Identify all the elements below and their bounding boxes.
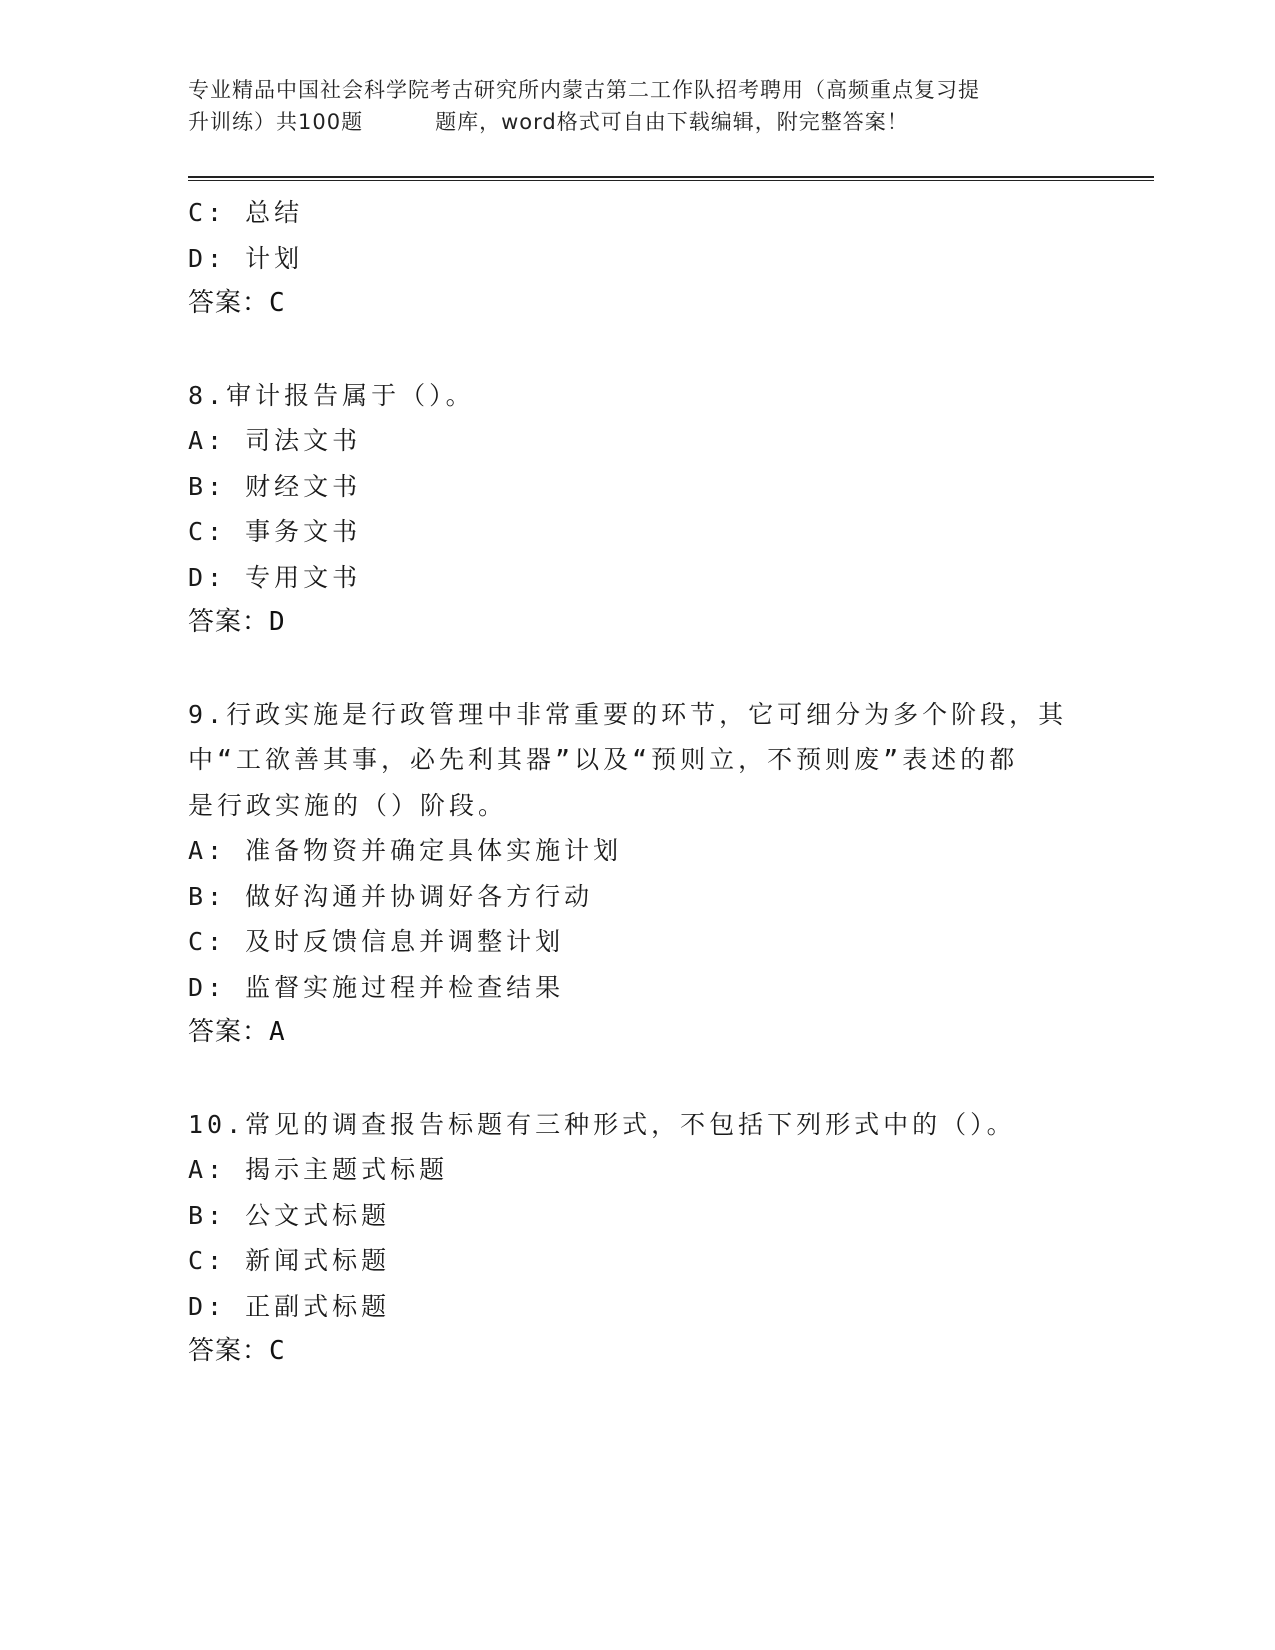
option-b: B: 做好沟通并协调好各方行动 [188, 881, 594, 911]
page-header [188, 74, 1088, 138]
option-c: C: 及时反馈信息并调整计划 [188, 927, 565, 956]
option-b: B: 公文式标题 [188, 1200, 391, 1230]
question-8 [188, 373, 1088, 646]
question-9 [188, 692, 1088, 1056]
answer-label: 答案： [188, 1017, 270, 1047]
answer-line [188, 281, 1088, 327]
answer-line [188, 1329, 1088, 1375]
header-line-1: 专业精品中国社会科学院考古研究所内蒙古第二工作队招考聘用（高频重点复习提 [188, 78, 980, 102]
header-line-2-part-b: 题库，word格式可自由下载编辑，附完整答案！ [435, 110, 909, 134]
answer-value: C [269, 1336, 286, 1366]
question-stem-line-2: 中“工欲善其事，必先利其器”以及“预则立，不预则废”表述的都 [188, 745, 1019, 774]
option-d: D: 监督实施过程并检查结果 [188, 972, 565, 1002]
answer-line [188, 600, 1088, 646]
answer-line [188, 1010, 1088, 1056]
option-a: A: 准备物资并确定具体实施计划 [188, 836, 623, 865]
answer-value: C [269, 288, 286, 318]
option-b: B: 财经文书 [188, 471, 362, 501]
option-d: D: 正副式标题 [188, 1291, 391, 1321]
option-c: C: 事务文书 [188, 517, 362, 546]
answer-label: 答案： [188, 607, 270, 637]
document-body [188, 190, 1088, 1375]
option-c: C: 总结 [188, 198, 304, 227]
option-a: A: 揭示主题式标题 [188, 1155, 449, 1184]
option-c: C: 新闻式标题 [188, 1246, 391, 1275]
option-a: A: 司法文书 [188, 426, 362, 455]
question-stem-line-3: 是行政实施的（）阶段。 [188, 790, 508, 820]
answer-label: 答案： [188, 288, 270, 318]
question-stem-line-1: 9.行政实施是行政管理中非常重要的环节，它可细分为多个阶段，其 [188, 699, 1068, 729]
option-d: D: 计划 [188, 243, 304, 273]
question-stem: 10.常见的调查报告标题有三种形式，不包括下列形式中的（）。 [188, 1109, 1016, 1139]
answer-value: D [269, 607, 286, 637]
header-divider [188, 176, 1154, 181]
option-d: D: 专用文书 [188, 562, 362, 592]
answer-value: A [269, 1017, 286, 1047]
question-stem: 8.审计报告属于（）。 [188, 380, 475, 410]
question-7-continued [188, 190, 1088, 327]
answer-label: 答案： [188, 1336, 270, 1366]
question-10 [188, 1102, 1088, 1375]
header-line-2 [188, 106, 1088, 138]
header-line-2-part-a: 升训练）共100题 [188, 110, 364, 134]
